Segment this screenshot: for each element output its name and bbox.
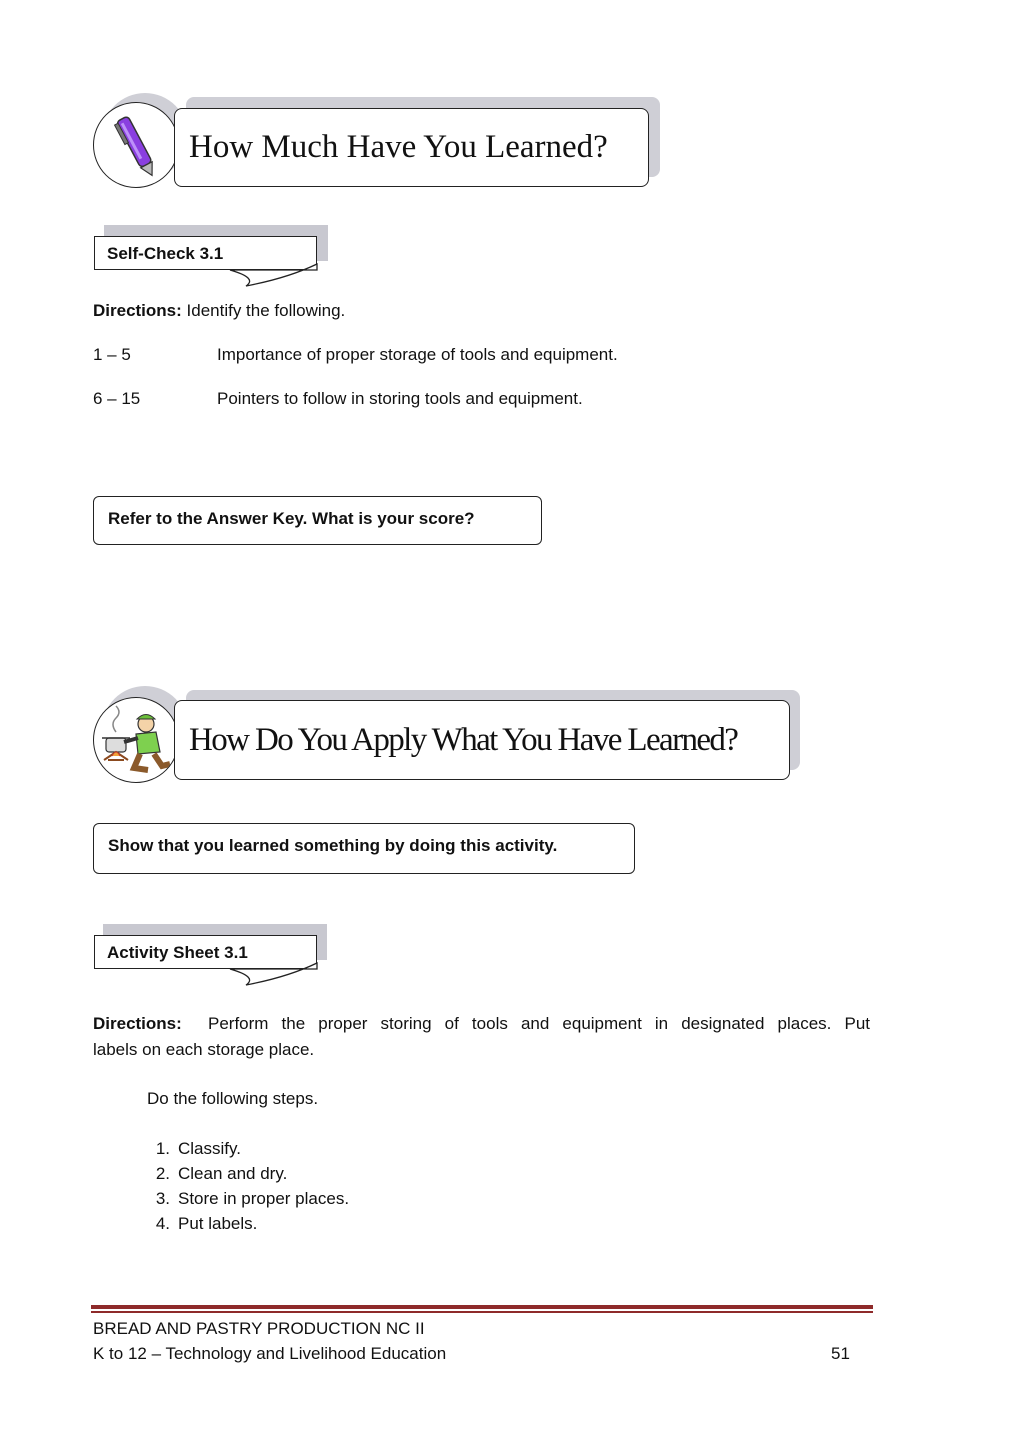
cooking-person-icon [94, 698, 179, 783]
pen-icon-circle [93, 102, 179, 188]
page-number: 51 [831, 1344, 850, 1363]
list-item: 4. Put labels. [155, 1214, 258, 1233]
directions-text: Identify the following. [181, 301, 346, 320]
directions-line1: Perform the proper storing of tools and equipment in designated places. Put [208, 1014, 870, 1033]
section2-directions [93, 1011, 870, 1036]
directions-label: Directions: [93, 1014, 182, 1033]
footer-subtitle: K to 12 – Technology and Livelihood Education [93, 1344, 447, 1363]
section2-title: How Do You Apply What You Have Learned? [174, 700, 790, 780]
pen-icon [94, 103, 179, 188]
list-item: 1. Classify. [155, 1139, 241, 1158]
directions-line2: labels on each storage place. [93, 1040, 315, 1059]
item-text: Pointers to follow in storing tools and equipment. [217, 389, 583, 408]
item-range: 1 – 5 [93, 345, 131, 364]
answer-key-callout: Refer to the Answer Key. What is your score? [93, 496, 542, 545]
section1-title: How Much Have You Learned? [174, 108, 649, 187]
cooking-person-icon-circle [93, 697, 179, 783]
list-item: 2. Clean and dry. [155, 1164, 288, 1183]
footer-rule-thin [91, 1311, 873, 1313]
list-item: 3. Store in proper places. [155, 1189, 350, 1208]
footer-title: BREAD AND PASTRY PRODUCTION NC II [93, 1319, 425, 1338]
self-check-tab: Self-Check 3.1 [94, 236, 317, 270]
tab-curl-icon [228, 957, 320, 987]
activity-sheet-tab: Activity Sheet 3.1 [94, 935, 317, 969]
tab-curl-icon [228, 258, 320, 288]
steps-intro: Do the following steps. [147, 1089, 319, 1108]
section1-directions [93, 298, 345, 323]
steps-list [138, 1136, 349, 1236]
footer-rule [91, 1305, 873, 1309]
activity-callout: Show that you learned something by doing this activity. [93, 823, 635, 874]
directions-label: Directions: [93, 301, 182, 320]
item-text: Importance of proper storage of tools and equipment. [217, 345, 618, 364]
item-range: 6 – 15 [93, 389, 141, 408]
